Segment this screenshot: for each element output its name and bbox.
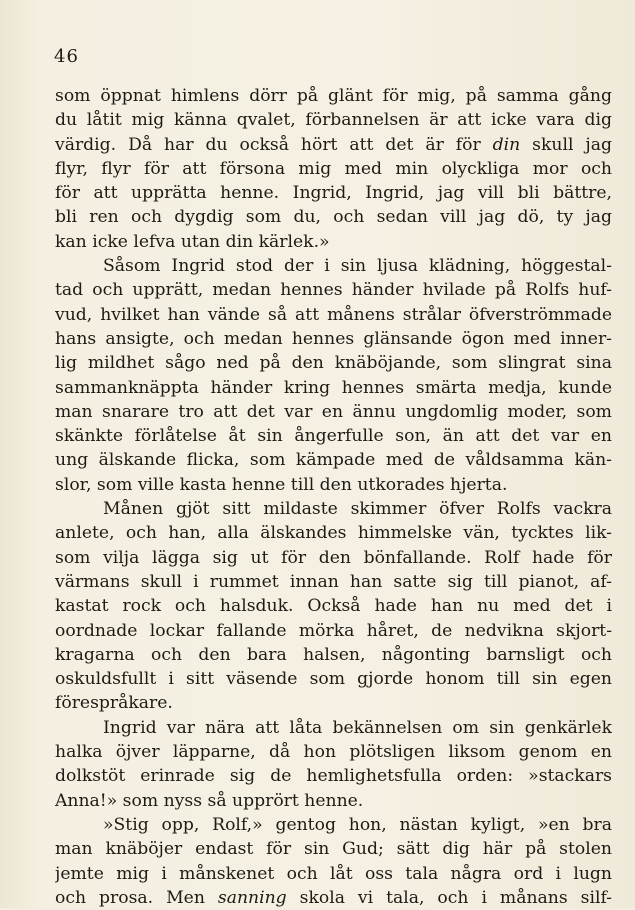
text-line [55,424,612,448]
text-line-content: förespråkare. [55,693,173,714]
text-line-content: Ingrid var nära att låta bekännelsen om sin genkärlek [103,717,612,738]
text-line-content: oskuldsfullt i sitt väsende som gjorde honom till sin egen [55,669,612,690]
page-body-text [55,84,612,910]
text-line [55,570,612,594]
text-line-content: man knäböjer endast för sin Gud; sätt dig här på stolen [55,839,612,860]
text-line-content: sammanknäppta händer kring hennes smärta medja, kunde [55,377,612,398]
text-line-content: lig mildhet sågo ned på den knäböjande, som slingrat sina [55,353,612,374]
text-line-content: skänkte förlåtelse åt sin ångerfulle son, än att det var en [55,426,612,447]
text-line-content: du låtit mig känna qvalet, förbannelsen är att icke vara dig [55,110,612,131]
text-line-content: anlete, och han, alla älskandes himmelske vän, tycktes lik- [55,523,612,544]
text-line [55,108,612,132]
text-line [55,691,612,715]
text-line [55,351,612,375]
text-line-content: »Stig opp, Rolf,» gentog hon, nästan kyligt, »en bra [103,814,612,835]
page-number: 46 [54,46,79,67]
text-line-content: Såsom Ingrid stod der i sin ljusa klädning, höggestal- [103,256,612,277]
text-line-content: Anna!» som nyss så upprört henne. [55,790,364,811]
text-line-content: bli ren och dygdig som du, och sedan vill jag dö, ty jag [55,207,612,228]
text-line [55,157,612,181]
text-line-content: hans ansigte, och medan hennes glänsande ögon med inner- [55,328,612,349]
text-line-content: flyr, flyr för att försona mig med min olyckliga mor och [55,158,612,179]
text-line [55,133,612,157]
text-line [55,400,612,424]
text-line-content: tad och upprätt, medan hennes händer hvilade på Rolfs huf- [55,280,612,301]
text-line-content: slor, som ville kasta henne till den utkorades hjerta. [55,474,508,495]
text-line-content: halka öjver läpparne, då hon plötsligen liksom genom en [55,742,612,763]
text-line [55,497,612,521]
text-line [55,716,612,740]
text-line-continuation: skull jag [520,134,612,155]
text-line-content: kastat rock och halsduk. Också hade han nu med det i [55,596,612,617]
text-line-content: som vilja lägga sig ut för den bönfallande. Rolf hade för [55,547,612,568]
text-line [55,376,612,400]
emphasized-word: din [492,134,521,155]
text-line [55,594,612,618]
text-line [55,278,612,302]
text-line-content: värdig. Då har du också hört att det är för [55,134,493,155]
text-line [55,619,612,643]
text-line [55,837,612,861]
text-line [55,473,612,497]
text-line-content: oordnade lockar fallande mörka håret, de nedvikna skjort- [55,620,612,641]
text-line [55,764,612,788]
text-line [55,448,612,472]
text-line-content: vud, hvilket han vände så att månens strålar öfverströmmade [55,304,612,325]
text-line [55,327,612,351]
text-line [55,667,612,691]
text-line [55,303,612,327]
text-line [55,789,612,813]
text-line-content: kragarna och den bara halsen, någonting barnsligt och [55,644,612,665]
text-line [55,813,612,837]
text-line [55,181,612,205]
text-line-content: och prosa. Men [55,887,218,908]
text-line-content: som öppnat himlens dörr på glänt för mig, på samma gång [55,86,612,106]
text-line [55,546,612,570]
text-line [55,254,612,278]
emphasized-word: sanning [217,887,287,908]
text-line [55,643,612,667]
text-line-content: jemte mig i månskenet och låt oss tala några ord i lugn [55,863,612,884]
text-line-content: kan icke lefva utan din kärlek.» [55,231,330,252]
text-line-content: Månen gjöt sitt mildaste skimmer öfver Rolfs vackra [103,499,612,520]
text-line-content: dolkstöt erinrade sig de hemlighetsfulla orden: »stackars [55,766,612,787]
text-line [55,230,612,254]
text-line [55,862,612,886]
text-line [55,84,612,108]
text-line [55,521,612,545]
text-line-continuation: skola vi tala, och i månans silf- [286,887,612,908]
text-line [55,740,612,764]
text-line [55,205,612,229]
text-line-content: värmans skull i rummet innan han satte sig till pianot, af- [55,571,612,592]
text-line-content: man snarare tro att det var en ännu ungdomlig moder, som [55,401,612,422]
text-line-content: ung älskande flicka, som kämpade med de våldsamma kän- [55,450,612,471]
text-line-content: för att upprätta henne. Ingrid, Ingrid, jag vill bli bättre, [55,183,612,204]
text-line [55,886,612,910]
